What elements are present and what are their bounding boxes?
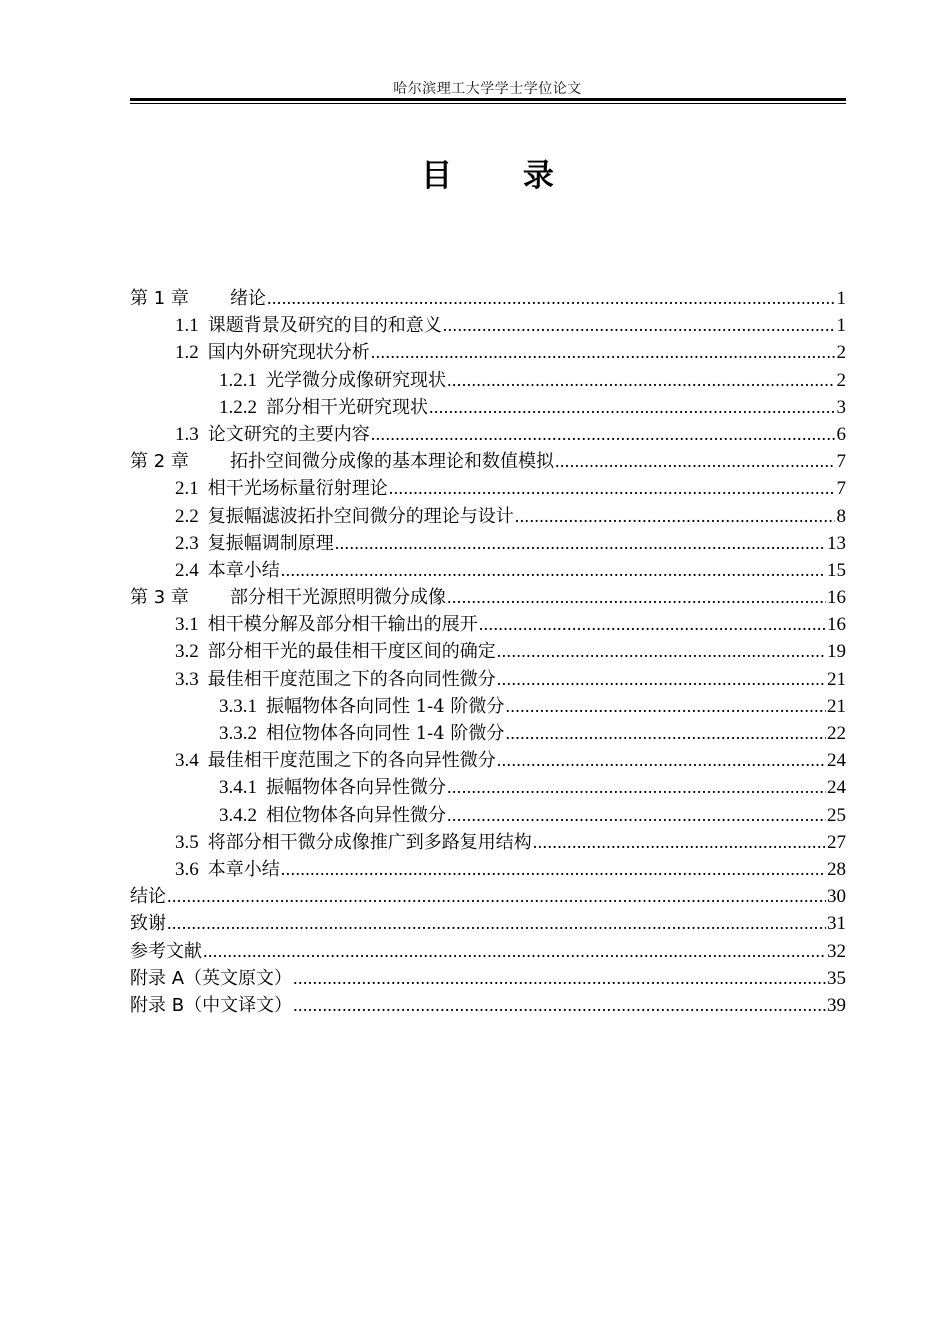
dot-leader	[167, 910, 826, 937]
dot-leader	[443, 312, 835, 339]
toc-entry-page-number: 16	[827, 587, 846, 609]
toc-entry-title: 复振幅调制原理	[207, 532, 334, 554]
dot-leader	[497, 638, 826, 665]
toc-entry-title: 附录 B（中文译文）	[130, 994, 293, 1016]
toc-entry[interactable]	[130, 312, 846, 339]
toc-entry-page-number: 28	[827, 858, 846, 880]
toc-entry-title: 光学微分成像研究现状	[266, 369, 446, 391]
toc-entry-title: 本章小结	[207, 559, 280, 581]
toc-entry-number: 第 1 章	[130, 288, 189, 309]
dot-leader	[281, 856, 826, 883]
dot-leader	[479, 611, 826, 638]
toc-entry-number: 第 2 章	[130, 451, 189, 473]
dot-leader	[293, 965, 826, 992]
toc-entry-number: 3.2	[175, 641, 199, 663]
toc-entry-number: 3.5	[175, 831, 199, 853]
dot-leader	[555, 448, 835, 475]
toc-entry-page-number: 24	[827, 750, 846, 772]
dot-leader	[447, 802, 826, 829]
toc-entry[interactable]	[130, 530, 846, 557]
dot-leader	[371, 339, 835, 366]
toc-entry-title: 国内外研究现状分析	[207, 342, 370, 364]
toc-entry-number: 第 3 章	[130, 587, 189, 609]
toc-entry-page-number: 21	[827, 668, 846, 690]
toc-entry[interactable]	[130, 965, 846, 992]
toc-entry-number: 3.4.1	[219, 777, 257, 799]
toc-entry-title: 相干模分解及部分相干输出的展开	[207, 614, 478, 636]
toc-entry[interactable]	[130, 910, 846, 937]
toc-entry[interactable]	[130, 638, 846, 665]
toc-entry-title: 绪论	[230, 288, 266, 309]
toc-entry-page-number: 13	[827, 532, 846, 554]
toc-entry[interactable]	[130, 584, 846, 611]
toc-entry[interactable]	[130, 339, 846, 366]
toc-title: 目 录	[421, 158, 584, 194]
toc-entry-page-number: 27	[827, 831, 846, 853]
toc-entry-page-number: 35	[827, 967, 846, 989]
toc-entry-title: 部分相干光源照明微分成像	[230, 587, 446, 609]
toc-entry-number: 3.4.2	[219, 804, 257, 826]
dot-leader	[497, 747, 826, 774]
dot-leader	[267, 285, 835, 312]
toc-entry-number: 1.2.1	[219, 369, 257, 391]
toc-entry[interactable]	[130, 475, 846, 502]
toc-entry-page-number: 8	[836, 505, 846, 527]
running-header: 哈尔滨理工大学学士学位论文	[393, 81, 582, 97]
toc-entry-title: 相位物体各向异性微分	[266, 804, 446, 826]
dot-leader	[515, 503, 835, 530]
toc-entry-page-number: 1	[836, 315, 846, 337]
dot-leader	[281, 557, 826, 584]
dot-leader	[293, 992, 826, 1019]
toc-entry[interactable]	[130, 421, 846, 448]
toc-entry-title: 振幅物体各向异性微分	[266, 777, 446, 799]
toc-entry-title: 振幅物体各向同性 1-4 阶微分	[266, 695, 505, 717]
dot-leader	[371, 421, 835, 448]
toc-entry-page-number: 2	[836, 342, 846, 364]
toc-entry[interactable]	[130, 747, 846, 774]
dot-leader	[505, 720, 826, 747]
header-rule-thin	[130, 103, 846, 104]
toc-entry[interactable]	[130, 611, 846, 638]
toc-entry-page-number: 15	[827, 559, 846, 581]
toc-entry-title: 课题背景及研究的目的和意义	[207, 315, 442, 337]
toc-entry-page-number: 24	[827, 777, 846, 799]
toc-entry-number: 1.3	[175, 423, 199, 445]
toc-entry-number: 1.2	[175, 342, 199, 364]
toc-entry[interactable]	[130, 394, 846, 421]
toc-entry[interactable]	[130, 367, 846, 394]
toc-entry-number: 2.1	[175, 478, 199, 500]
toc-entry[interactable]	[130, 883, 846, 910]
dot-leader	[505, 693, 826, 720]
toc-entry[interactable]	[130, 856, 846, 883]
toc-entry-title: 最佳相干度范围之下的各向异性微分	[207, 750, 496, 772]
toc-entry-title: 最佳相干度范围之下的各向同性微分	[207, 668, 496, 690]
toc-list	[130, 285, 846, 1019]
toc-entry[interactable]	[130, 448, 846, 475]
toc-entry[interactable]	[130, 693, 846, 720]
toc-entry-page-number: 31	[827, 913, 846, 935]
toc-entry-title: 相位物体各向同性 1-4 阶微分	[266, 723, 505, 744]
dot-leader	[533, 829, 826, 856]
dot-leader	[167, 883, 826, 910]
toc-entry-number: 3.1	[175, 614, 199, 636]
toc-entry-number: 3.3.2	[219, 723, 257, 744]
toc-entry-title: 结论	[130, 886, 166, 908]
toc-entry-number: 3.6	[175, 858, 199, 880]
toc-entry-page-number: 39	[827, 994, 846, 1016]
toc-entry-title: 将部分相干微分成像推广到多路复用结构	[207, 831, 532, 853]
toc-entry-title: 拓扑空间微分成像的基本理论和数值模拟	[230, 451, 554, 473]
toc-entry[interactable]	[130, 992, 846, 1019]
toc-entry-page-number: 19	[827, 641, 846, 663]
dot-leader	[447, 584, 826, 611]
toc-entry[interactable]	[130, 557, 846, 584]
toc-entry[interactable]	[130, 774, 846, 801]
toc-entry[interactable]	[130, 802, 846, 829]
toc-entry-title: 部分相干光研究现状	[266, 396, 428, 418]
dot-leader	[389, 475, 835, 502]
toc-entry-page-number: 3	[836, 396, 846, 418]
toc-entry[interactable]	[130, 720, 846, 747]
toc-entry-title: 参考文献	[130, 940, 202, 962]
toc-entry-page-number: 7	[836, 451, 846, 473]
toc-entry-title: 部分相干光的最佳相干度区间的确定	[207, 641, 496, 663]
toc-entry-number: 1.1	[175, 315, 199, 337]
toc-entry-number: 3.4	[175, 750, 199, 772]
toc-entry-page-number: 30	[827, 886, 846, 908]
toc-entry[interactable]	[130, 666, 846, 693]
toc-entry-page-number: 2	[836, 369, 846, 391]
toc-entry-title: 复振幅滤波拓扑空间微分的理论与设计	[207, 505, 514, 527]
toc-entry-page-number: 7	[836, 478, 846, 500]
toc-entry[interactable]	[130, 503, 846, 530]
toc-entry-title: 相干光场标量衍射理论	[207, 478, 388, 500]
toc-entry[interactable]	[130, 285, 846, 312]
toc-entry-page-number: 22	[827, 723, 846, 744]
toc-entry-title: 致谢	[130, 913, 166, 935]
toc-entry-page-number: 16	[827, 614, 846, 636]
toc-entry-title: 论文研究的主要内容	[207, 423, 370, 445]
dot-leader	[447, 367, 835, 394]
toc-entry-number: 2.3	[175, 532, 199, 554]
toc-entry-title: 本章小结	[207, 858, 280, 880]
toc-entry-number: 1.2.2	[219, 396, 257, 418]
toc-entry-number: 3.3	[175, 668, 199, 690]
dot-leader	[429, 394, 835, 421]
toc-entry-number: 3.3.1	[219, 695, 257, 717]
toc-entry-page-number: 1	[836, 288, 846, 309]
dot-leader	[497, 666, 826, 693]
toc-entry-title: 附录 A（英文原文）	[130, 967, 293, 989]
dot-leader	[335, 530, 826, 557]
toc-entry-page-number: 25	[827, 804, 846, 826]
toc-entry-number: 2.2	[175, 505, 199, 527]
toc-entry-page-number: 32	[827, 940, 846, 962]
toc-entry-number: 2.4	[175, 559, 199, 581]
header-rule-thick	[130, 98, 846, 101]
toc-entry[interactable]	[130, 938, 846, 965]
toc-entry-page-number: 21	[827, 695, 846, 717]
toc-entry[interactable]	[130, 829, 846, 856]
dot-leader	[447, 774, 826, 801]
dot-leader	[203, 938, 826, 965]
toc-entry-page-number: 6	[836, 423, 846, 445]
